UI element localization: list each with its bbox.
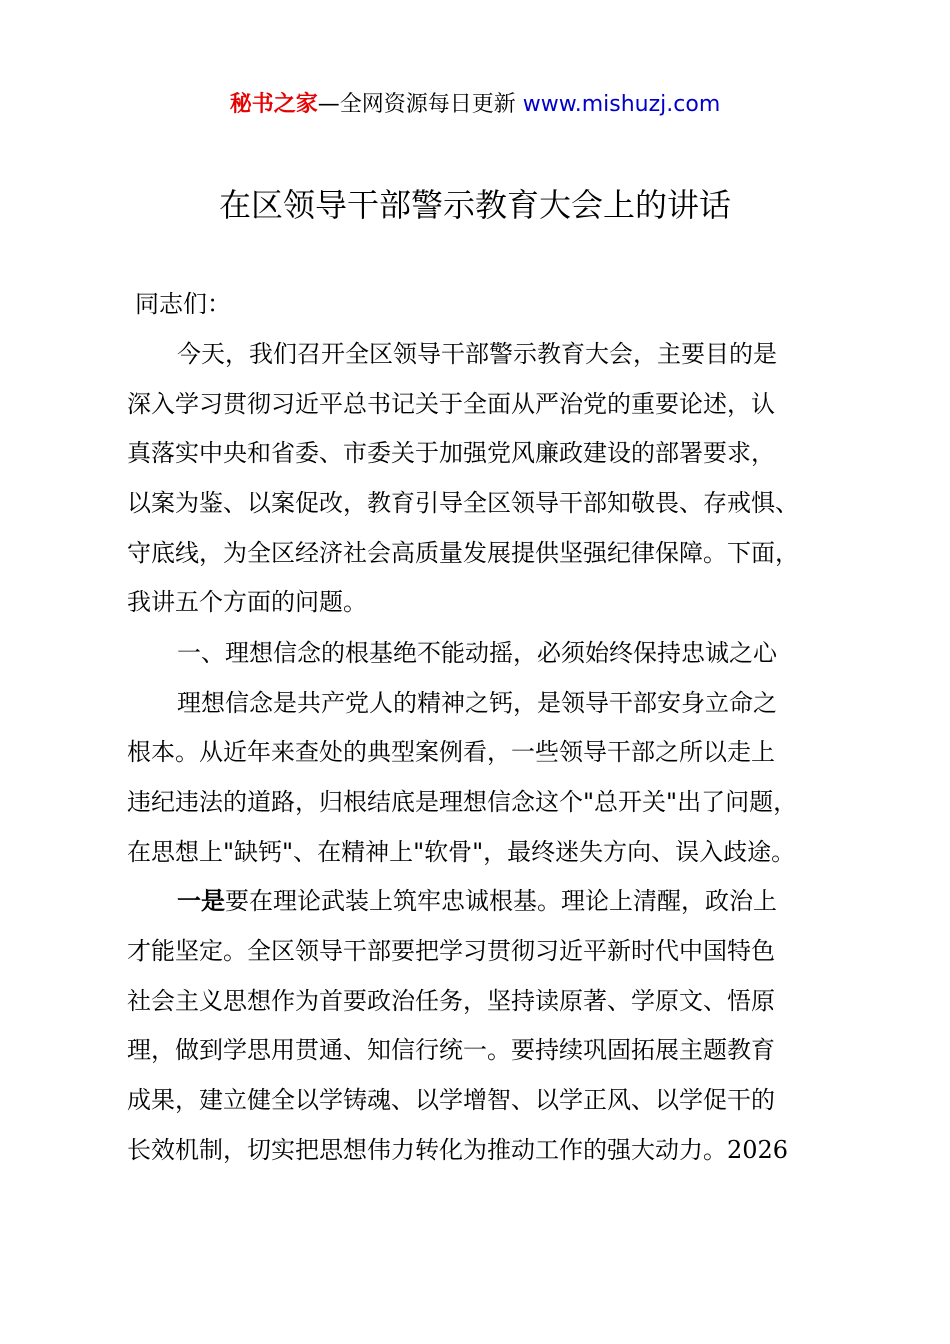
paragraph-line: 深入学习贯彻习近平总书记关于全面从严治党的重要论述，认 — [127, 390, 775, 418]
paragraph-line: 违纪违法的道路，归根结底是理想信念这个"总开关"出了问题， — [127, 788, 798, 816]
paragraph-line: 根本。从近年来查处的典型案例看，一些领导干部之所以走上 — [127, 738, 775, 766]
paragraph-line — [127, 1132, 788, 1168]
paragraph-line: 以案为鉴、以案促改，教育引导全区领导干部知敬畏、存戒惧、 — [127, 489, 799, 517]
site-tagline: —全网资源每日更新 — [317, 92, 523, 117]
paragraph-line: 理想信念是共产党人的精神之钙，是领导干部安身立命之 — [177, 689, 777, 717]
paragraph-line: 真落实中央和省委、市委关于加强党风廉政建设的部署要求， — [127, 439, 775, 467]
section-heading: 一、理想信念的根基绝不能动摇，必须始终保持忠诚之心 — [177, 639, 777, 667]
paragraph-line: 成果，建立健全以学铸魂、以学增智、以学正风、以学促干的 — [127, 1086, 775, 1114]
year-number: 2026 — [727, 1136, 789, 1164]
paragraph-line: 我讲五个方面的问题。 — [127, 588, 367, 616]
paragraph-line: 理，做到学思用贯通、知信行统一。要持续巩固拓展主题教育 — [127, 1036, 775, 1064]
point-line — [177, 883, 777, 919]
point-lead: 一是 — [177, 887, 225, 915]
site-header — [0, 88, 950, 122]
site-url-link[interactable]: www.mishuzj.com — [522, 92, 721, 117]
site-brand: 秘书之家 — [229, 92, 318, 117]
paragraph-line: 在思想上"缺钙"、在精神上"软骨"，最终迷失方向、误入歧途。 — [127, 838, 796, 866]
paragraph-text: 长效机制，切实把思想伟力转化为推动工作的强大动力。 — [127, 1136, 727, 1164]
paragraph-line: 守底线，为全区经济社会高质量发展提供坚强纪律保障。下面， — [127, 539, 799, 567]
point-text: 要在理论武装上筑牢忠诚根基。理论上清醒，政治上 — [225, 887, 777, 915]
paragraph-line: 今天，我们召开全区领导干部警示教育大会，主要目的是 — [177, 340, 777, 368]
paragraph-line: 社会主义思想作为首要政治任务，坚持读原著、学原文、悟原 — [127, 987, 775, 1015]
document-title: 在区领导干部警示教育大会上的讲话 — [218, 186, 731, 224]
paragraph-line: 才能坚定。全区领导干部要把学习贯彻习近平新时代中国特色 — [127, 937, 775, 965]
salutation: 同志们： — [135, 290, 231, 318]
